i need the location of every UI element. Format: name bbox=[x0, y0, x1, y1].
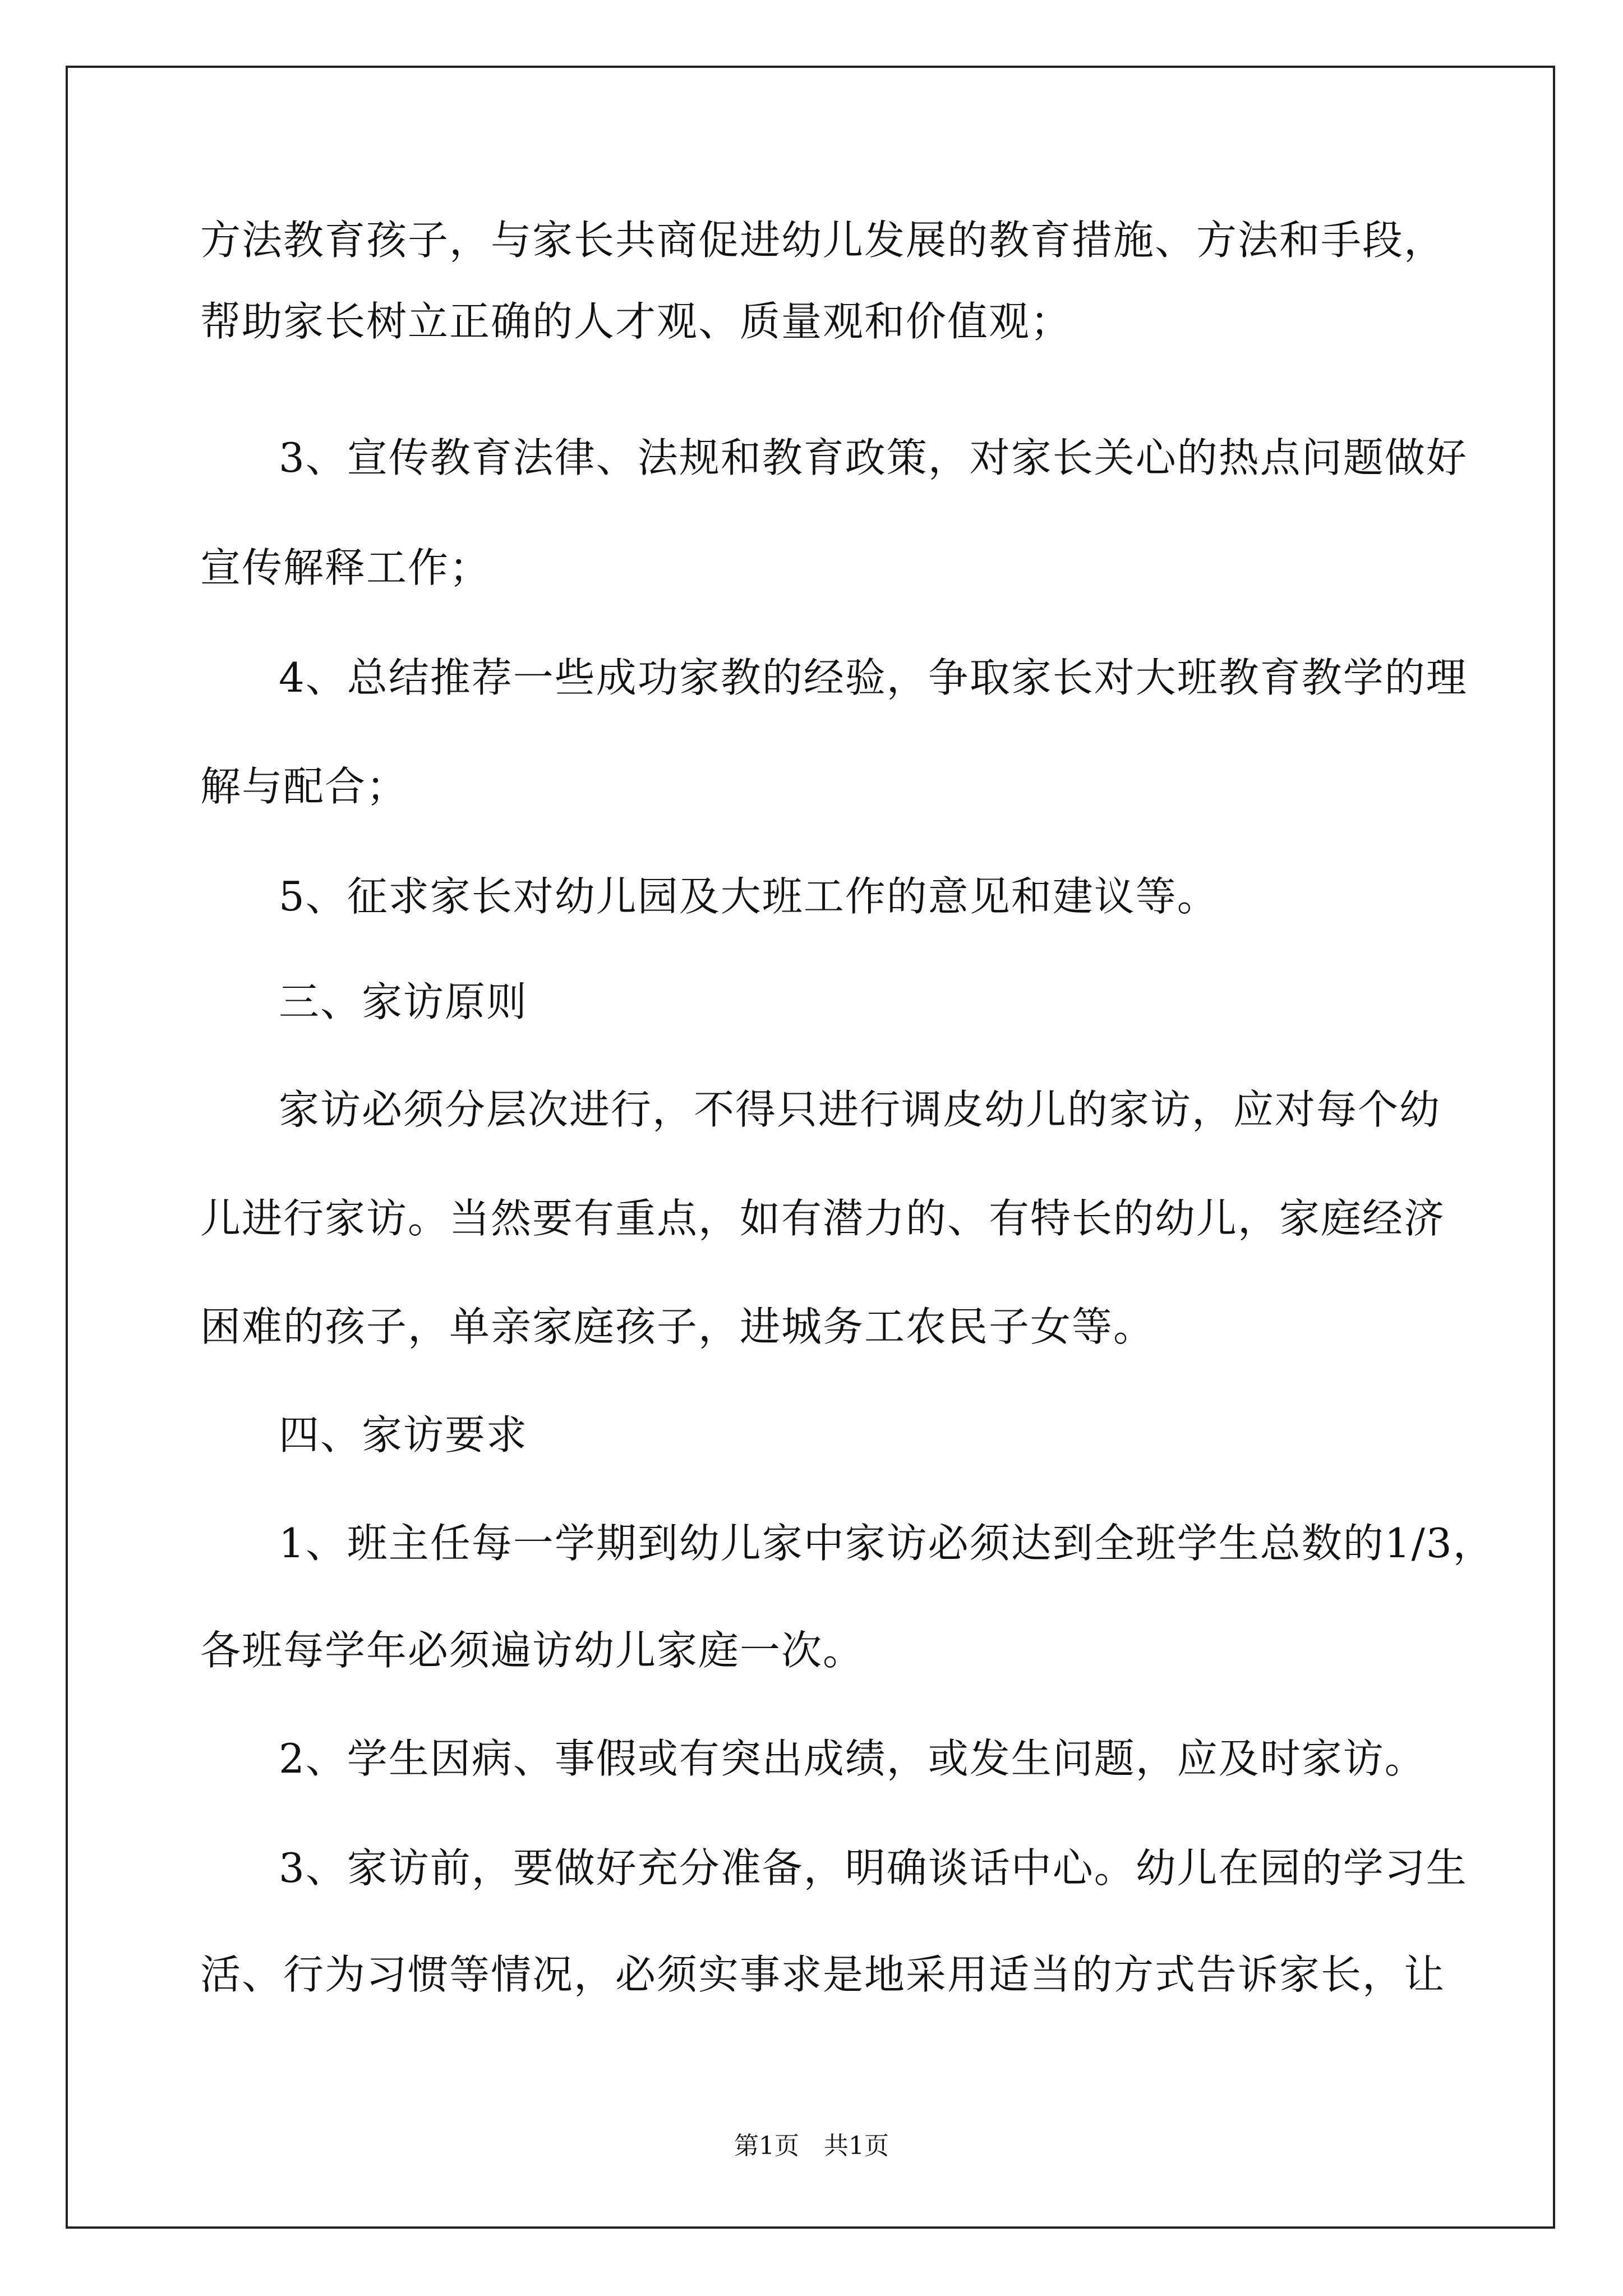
text-line-16: 3、家访前，要做好充分准备，明确谈话中心。幼儿在园的学习生 bbox=[279, 1844, 1468, 1892]
text-line-9: 家访必须分层次进行，不得只进行调皮幼儿的家访，应对每个幼 bbox=[279, 1086, 1441, 1133]
text-line-6: 解与配合； bbox=[200, 763, 408, 810]
text-line-5: 4、总结推荐一些成功家教的经验，争取家长对大班教育教学的理 bbox=[279, 654, 1468, 701]
page-number-footer: 第1页 共1页 bbox=[734, 2132, 889, 2160]
text-line-11: 困难的孩子，单亲家庭孩子，进城务工农民子女等。 bbox=[200, 1303, 1155, 1350]
text-line-1: 方法教育孩子，与家长共商促进幼儿发展的教育措施、方法和手段， bbox=[200, 217, 1446, 264]
text-line-14: 各班每学年必须遍访幼儿家庭一次。 bbox=[200, 1627, 865, 1674]
text-line-17: 活、行为习惯等情况，必须实事求是地采用适当的方式告诉家长，让 bbox=[200, 1951, 1446, 1998]
text-line-13: 1、班主任每一学期到幼儿家中家访必须达到全班学生总数的1/3， bbox=[279, 1520, 1495, 1567]
text-line-4: 宣传解释工作； bbox=[200, 544, 491, 591]
text-line-10: 儿进行家访。当然要有重点，如有潜力的、有特长的幼儿，家庭经济 bbox=[200, 1195, 1446, 1242]
page-frame bbox=[66, 66, 1555, 2229]
text-line-3: 3、宣传教育法律、法规和教育政策，对家长关心的热点问题做好 bbox=[279, 434, 1468, 481]
section-heading-requirements: 四、家访要求 bbox=[279, 1411, 528, 1458]
section-heading-principles: 三、家访原则 bbox=[279, 978, 528, 1025]
text-line-2: 帮助家长树立正确的人才观、质量观和价值观； bbox=[200, 298, 1072, 345]
text-line-15: 2、学生因病、事假或有突出成绩，或发生问题，应及时家访。 bbox=[279, 1735, 1426, 1782]
text-line-7: 5、征求家长对幼儿园及大班工作的意见和建议等。 bbox=[279, 873, 1219, 920]
